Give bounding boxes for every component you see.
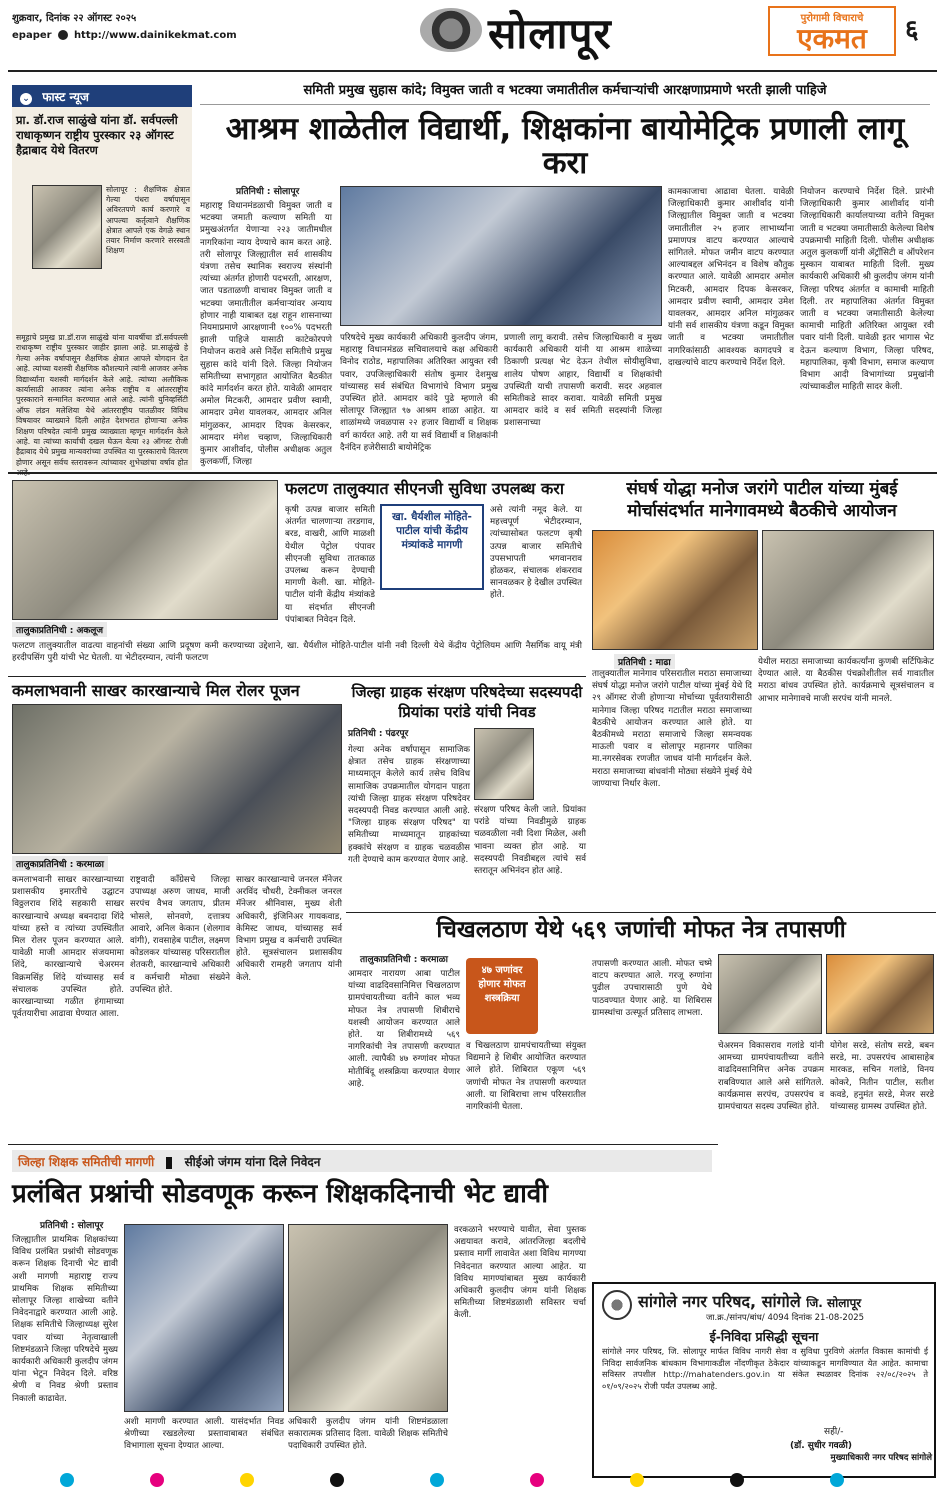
eye-headline: चिखलठाण येथे ५६९ जणांची मोफत नेत्र तपासणी — [436, 917, 846, 943]
teacher-byline: प्रतिनिधी : सोलापूर — [40, 1221, 104, 1231]
eye-badge — [466, 958, 538, 1034]
fast-news-text: समूहाचे प्रमुख प्रा.डॉ.राज साळुंखे यांना यावर्षीचा डॉ.सर्वपल्ली राधाकृष्ण राष्ट्रीय पुरस्कार जाहीर झाला आहे. प्रा.साळुंखे हे गेल्या अनेक वर्षापासून शैक्षणिक क्षेत्रात आपले योगदान देत आहे. त्यांच्या यशस्वी शैक्षणिक कौशल्याने त्यांनी आजवर अनेक विद्यार्थ्यांना यशस्वी मार्गदर्शन केले आहे. त्यांच्या अलौकिक कार्यासाठी आजवर त्यांना अनेक राष्ट्रीय व आंतरराष्ट्रीय पुरस्काराने सन्मानित करण्यात आले आहे. त्यांनी युनिव्हर्सिटी ऑफ लंडन मलेशिया येथे आंतरराष्ट्रीय पातळीवर विविध विषयावर व्याख्याने दिली आहेत देशभरात होणाऱ्या अनेक शिक्षण परिषदेत त्यांनी प्रमुख व्याख्याता म्हणून मार्गदर्शन केले आहे. या त्यांच्या कार्याची दखल घेऊन येत्या २३ ऑगस्ट रोजी हैद्राबाद येथे प्रमुख मान्यवरांच्या उपस्थित या पुरस्काराचे वितरण होणार असून सर्वच स्तरावरून त्यांच्यावर शुभेच्छांचा वर्षाव होत — [16, 333, 188, 467]
fast-news-label: फास्ट न्यूज — [42, 90, 89, 104]
eye-photo-1 — [718, 954, 822, 1034]
lead-col4: कामकाजाचा आढावा घेतला. यावेळी जिल्हाधिकारी कुमार आशीर्वाद यांनी जिल्ह्यातील विमुक्त जाती व भटक्या जमातीतील २५ हजार लाभार्थ्यांना प्रमाणपत्र वाटप करण्यात आल्याचे सांगितले. मोफत जमीन वाटप करण्यात आल्याबद्दल अभिनंदन व विशेष कौतुक करण्यात आले. यावेळी आमदार अमोल मिटकरी, आमदार दिपक केसरकर, आमदार प्रवीण स्वामी, आमदार उमेश यावलकर, आमदार अनिल मांगुळकर यांनी सर्व शासकीय यंत्रणा कडून विमुक्त जाती व भटक्या जमातीतील नागरिकांसाठी आवश्यक कागदपत्रे व दाखल्यांचे वाटप करण्याचे निर्देश दिले. — [668, 187, 794, 368]
teacher-text: जिल्ह्यातील प्राथमिक शिक्षकांच्या विविध प्रलंबित प्रश्नांची सोडवणूक करून शिक्षक दिनाची भेट द्यावी अशी मागणी महाराष्ट्र राज्य प्राथमिक शिक्षक समितीच्या सोलापूर जिल्हा शाखेच्या वतीने निवेदनाद्वारे करण्यात आली आहे. शिक्षक समितीचे जिल्हाध्यक्ष सुरेश पवार यांच्या नेतृत्वाखाली शिष्टमंडळाने जिल्हा परिषदेचे मुख्य कार्यकारी अधिकारी कुलदीप जंगम यांना भेटून निवेदन दिले. वरिष्ठ श्रेणी व निवड श्रेणी प्रस्ताव निकाली काढावेत. — [12, 1235, 118, 1404]
fast-news-dateline: सोलापूर : शैक्षणिक क्षेत्रात गेल्या पंधरा वर्षापासून अविरतपणे कार्य करणारे व आपल्या कर्तृत्वाने शैक्षणिक क्षेत्रात आपले एक वेगळे स्थान तयार निर्माण करणारे सरस्वती शिक्षण — [106, 185, 190, 256]
tender-notice — [592, 1282, 936, 1478]
epaper-url[interactable]: http://www.dainikekmat.com — [73, 30, 237, 41]
fast-news-panel — [12, 85, 192, 470]
teacher-ribbon — [12, 1150, 712, 1172]
cng-text2: असे त्यांनी नमूद केले. या महत्त्वपूर्ण भेटीदरम्यान, त्यांच्यासोबत फलटण कृषी उत्पन्न बाजार समितीचे उपसभापती भगवानराव होळकर, संचालक शंकरराव सानवळकर हे देखील उपस्थित होते. — [490, 505, 583, 601]
notice-signatory: (डॉ. सुधीर गवळी) — [790, 1441, 852, 1451]
section-rule-4 — [8, 1144, 718, 1145]
registration-mark — [240, 1473, 254, 1487]
meeting-photo — [340, 186, 662, 326]
cng-highlight-box — [380, 504, 484, 590]
epaper-text: epaper — [12, 30, 52, 41]
section-rule-2 — [8, 676, 586, 677]
jarange-text2: येथील मराठा समाजाच्या कार्यकर्त्यांना कुणबी सर्टिफिकेट देण्यात आले. या बैठकीस पंचक्रोशीतील सर्व गावातील मराठा बांधव उपस्थित होते. कार्यक्रमाचे सूत्रसंचालन व आभार मानेगावचे माजी सरपंच यांनी मानले. — [758, 657, 934, 704]
notice-district: जि. सोलापूर — [806, 1296, 862, 1310]
notice-subtitle: ई-निविदा प्रसिद्धी सूचना — [709, 1329, 819, 1344]
city-emblem — [420, 8, 482, 52]
portrait-photo — [32, 185, 102, 269]
registration-mark — [830, 1473, 844, 1487]
notice-designation: मुख्याधिकारी नगर परिषद सांगोले — [830, 1453, 932, 1463]
kamal-photo — [12, 704, 342, 854]
masthead-box — [768, 6, 896, 56]
teacher-photo-2 — [288, 1224, 448, 1412]
priyanka-photo — [474, 728, 534, 800]
eye-photo-2 — [826, 954, 934, 1034]
registration-mark — [630, 1473, 644, 1487]
lead-col2: परिषदेचे मुख्य कार्यकारी अधिकारी कुलदीप जंगम, महाराष्ट्र विधानमंडळ सचिवालयाचे कक्ष अधिकारी विनोद राठोड, महापालिका अतिरिक्त आयुक्त रवी पवार, उपजिल्हाधिकारी संतोष कुमार देशमुख यांच्यासह सर्व संबंधित विभागांचे विभाग प्रमुख उपस्थित होते. आमदार कांदे पुढे म्हणाले की सोलापूर जिल्ह्यात ९७ आश्रम शाळा आहेत. या शाळांमध्ये जवळपास २२ हजार विद्यार्थी व शिक्षक वर्ग कार्यरत आहे. तरी या सर्व विद्यार्थी व शिक्षकांनी दैनंदिन हजेरीसाठी बायोमेट्रिक — [340, 333, 498, 453]
teacher-text2: वरकळाने भरण्याचे यावीत, सेवा पुस्तक अद्ययावत करावे, आंतरजिल्हा बदलीचे प्रस्ताव मार्गी लावावेत अशा विविध मागण्या निवेदनात करण्यात आल्या आहेत. या विविध मागण्यांबाबत मुख्य कार्यकारी अधिकारी कुलदीप जंगम यांनी शिक्षक समितीच्या शिष्टमंडळाशी सविस्तर चर्चा केली. — [454, 1225, 586, 1321]
cng-bottom-text: फलटण तालुक्यातील वाढत्या वाहनांची संख्या आणि प्रदूषण कमी करण्याच्या उद्देशाने, खा. धैर्यशील मोहिते-पाटील यांनी नवी दिल्ली येथे केंद्रीय पेट्रोलियम आणि नैसर्गिक वायू मंत्री हरदीपसिंग पुरी यांची भेट घेतली. या भेटीदरम्यान, त्यांनी फलटण — [12, 641, 582, 664]
eye-byline: तालुकाप्रतिनिधी : करमाळा — [360, 955, 448, 965]
eye-text1: आमदार नारायण आबा पाटील यांच्या वाढदिवसानिमित्त चिखलठाण ग्रामपंचायतीच्या वतीने काल भव्य मोफत नेत्र तपासणी शिबीराचे यशस्वी आयोजन करण्यात आले होते. या शिबीरामध्ये ५६९ नागरिकांची नेत्र तपासणी करण्यात आली. त्यापैकी ४७ रुग्णांवर मोफत मोतीबिंदू शस्त्रक्रिया करण्यात येणार आहे. — [348, 969, 460, 1089]
kamal-text3: साखर कारखान्याचे जनरल मॅनेजर अरविंद चौधरी, टेक्नीकल जनरल मॅनेजर श्रीनिवास, मुख्य शेती अधिकारी, इंजिनिअर गायकवाड, केमिस्ट जाधव, यांच्यासह सर्व विभाग प्रमुख व कर्मचारी उपस्थित होते. सूत्रसंचालन प्रशासकीय अधिकारी रामहरी जगताप यांनी केले. — [236, 875, 342, 983]
notice-ref: जा.क्र./सांनप/बांध/ 4094 दिनांक 21-08-2025 — [705, 1313, 865, 1323]
cng-headline: फलटण तालुक्यात सीएनजी सुविधा उपलब्ध करा — [285, 479, 564, 498]
teacher-photo-caption: अशी मागणी करण्यात आली. यासंदर्भात निवड श्रेणीच्या रखडलेल्या प्रस्तावाबाबत संबंधित विभागाला सूचना देण्यात आल्या. — [124, 1417, 284, 1452]
eye-text2: व चिखलठाण ग्रामपंचायतीच्या संयुक्त विद्यमाने हे शिबीर आयोजित करण्यात आले होते. शिबिरात एकूण ५६९ जणांची मोफत नेत्र तपासणी करण्यात आली. या शिबिराचा लाभ परिसरातील नागरिकांनी घेतला. — [466, 1041, 586, 1113]
fast-news-label-bar — [12, 85, 192, 107]
lead-col3: प्रणाली लागू करावी. तसेच जिल्हाधिकारी व मुख्य कार्यकारी अधिकारी यांनी या आश्रम शाळेच्या ठिकाणी प्रत्यक्ष भेट देऊन तेथील सोयीसुविधा, शालेय पोषण आहार, विद्यार्थी व शिक्षकांची उपस्थिती याची तपासणी करावी. सदर अहवाल समितीकडे सादर करावा. यावेळी समिती प्रमुख आमदार कांदे व सर्व समिती सदस्यांनी जिल्हा प्रशासनाच्या — [504, 333, 662, 429]
lead-byline: प्रतिनिधी : सोलापूर — [236, 187, 300, 197]
eye-badge-text: ४७ जणांवर होणार मोफत शस्त्रक्रिया — [478, 965, 526, 1004]
registration-mark — [730, 1473, 744, 1487]
section-rule-3 — [346, 912, 936, 913]
notice-title: सांगोले नगर परिषद, सांगोले — [638, 1292, 801, 1311]
eye-text5: योगेश सरडे, संतोष सरडे, बबन सरडे, मा. उपसरपंच आबासाहेब मारकड, सचिन गलांडे, विनय कोकरे, नितीन पाटील, सतीश कवडे, हनुमंत सरडे, मेजर सरडे यांच्यासह ग्रामस्थ उपस्थित होते. — [830, 1041, 934, 1113]
municipal-seal-icon — [602, 1290, 632, 1320]
kamal-photo-caption: तालुकाप्रतिनिधी : करमाळा — [12, 856, 108, 871]
teacher-ribbon-left: जिल्हा शिक्षक समितीची मागणी — [18, 1155, 155, 1169]
kicker-rule — [200, 104, 930, 105]
kamal-headline: कमलाभवानी साखर कारखान्याचे मिल रोलर पूजन — [12, 681, 300, 700]
masthead-tagline: पुरोगामी विचाराचे — [800, 13, 864, 24]
eye-text3: तपासणी करण्यात आली. मोफत चष्मे वाटप करण्यात आले. गरजू रुग्णांना पुढील उपचारासाठी पुणे येथे पाठवण्यात येणार आहे. या शिबिरास ग्रामस्थांचा उत्स्फूर्त प्रतिसाद लाभला. — [592, 959, 712, 1018]
fast-news-headline: प्रा. डॉ.राज साळुंखे यांना डॉ. सर्वपल्ली राधाकृष्णन राष्ट्रीय पुरस्कार २३ ऑगस्ट हैद्राबाद येथे वितरण — [16, 113, 178, 157]
cng-photo-caption: तालुकाप्रतिनिधी : अकलूज — [12, 622, 107, 637]
ribbon-separator — [166, 1157, 172, 1169]
notice-sign-label: सही/- — [824, 1427, 844, 1437]
cng-photo — [12, 480, 278, 620]
teacher-photo-caption-2: अधिकारी कुलदीप जंगम यांनी शिष्टमंडळाला सकारात्मक प्रतिसाद दिला. यावेळी शिक्षक समितीचे पदाधिकारी उपस्थित होते. — [288, 1417, 448, 1452]
masthead-logo: एकमत — [797, 22, 867, 55]
registration-mark — [60, 1473, 74, 1487]
jarange-photo-1 — [592, 530, 758, 650]
kamal-text2: राष्ट्रवादी काँग्रेसचे जिल्हा उपाध्यक्ष अरुण जाधव, माजी सरपंच वैभव जगताप, प्रीतम भोसले, सोनवणे, दत्तात्रय आवारे, अनिल केकान (शेलगाव वांगी), रावसाहेब पाटील, लक्ष्मण कोडलकर यांच्यासह परिसरातील शेतकरी, कारखान्याचे अधिकारी व कर्मचारी मोठ्या संख्येने उपस्थित होते. — [130, 875, 230, 995]
eye-text2b — [544, 958, 586, 1036]
registration-mark — [150, 1473, 164, 1487]
priyanka-byline: प्रतिनिधी : पंढरपूर — [348, 729, 409, 739]
issue-date: शुक्रवार, दिनांक २२ ऑगस्ट २०२५ — [12, 13, 137, 24]
teacher-photo-1 — [124, 1224, 284, 1412]
jarange-headline: संघर्ष योद्धा मनोज जरांगे पाटील यांच्या मुंबई मोर्चासंदर्भात मानेगावमध्ये बैठकीचे आयोजन — [626, 479, 898, 521]
priyanka-headline: जिल्हा ग्राहक संरक्षण परिषदेच्या सदस्यपदी प्रियांका परांडे यांची निवड — [351, 683, 583, 721]
lead-col5: नियोजन करण्याचे निर्देश दिले. प्रारंभी जिल्हाधिकारी कुमार आशीर्वाद यांनी जिल्हाधिकारी कार्यालयाच्या वतीने विमुक्त जाती व भटक्या जमातीसाठी केलेल्या विशेष उपक्रमाची माहिती दिली. पोलीस अधीक्षक अतुल कुलकर्णी यांनी ॲट्रॉसिटी व ऑपरेशन मुस्कान याबाबत माहिती दिली. मुख्य कार्यकारी अधिकारी श्री कुलदीप जंगम यांनी जिल्हा परिषद अंतर्गत व कामाची माहिती दिली. तर महापालिका अंतर्गत विमुक्त जाती व भटक्या जमातीसाठी केलेल्या कामाची माहिती अतिरिक्त आयुक्त रवी पवार यांनी दिली. यावेळी इतर भागास भेट देऊन कल्याण विभाग, जिल्हा परिषद, महापालिका, कृषी विभाग, समाज कल्याण विभाग आदी विभागांच्या प्रमुखांनी त्यांच्याकडील माहिती सादर केली. — [800, 187, 934, 393]
page-number: ६ — [905, 15, 919, 45]
epaper-label — [12, 30, 237, 41]
teacher-ribbon-right: सीईओ जंगम यांना दिले निवेदन — [184, 1155, 321, 1169]
registration-mark — [530, 1473, 544, 1487]
registration-mark — [430, 1473, 444, 1487]
lead-kicker: समिती प्रमुख सुहास कांदे; विमुक्त जाती व भटक्या जमातीतील कर्मचाऱ्यांची आरक्षणाप्रमाणे भरती झाली पाहिजे — [303, 83, 827, 98]
priyanka-text2: संरक्षण परिषद केली जाते. प्रियांका परांडे यांच्या निवडीमुळे ग्राहक चळवळीला नवी दिशा मिळेल, अशी भावना व्यक्त होत आहे. या सदस्यपदी निवडीबद्दल त्यांचे सर्व स्तरातून अभिनंदन होत आहे. — [474, 805, 586, 877]
lead-headline: आश्रम शाळेतील विद्यार्थी, शिक्षकांना बायोमेट्रिक प्रणाली लागू करा — [225, 111, 905, 182]
jarange-byline: प्रतिनिधी : माढा — [614, 654, 675, 669]
city-title: सोलापूर — [488, 9, 612, 58]
lead-col1: महाराष्ट्र विधानमंडळाची विमुक्त जाती व भटक्या जमाती कल्याण समिती या प्रमुखअंतर्गत येणाऱ्या २२३ जातीमधील नागरिकांना न्याय देण्याचे काम करत आहे. तरी सोलापूर जिल्ह्यातील सर्व शासकीय यंत्रणा तसेच स्थानिक स्वराज्य संस्थांनी त्यांच्या अंतर्गत होणारी पदभरती, आरक्षण, जात पडताळणी वाचावर विमुक्त जाती व भटक्या जमातीतील कर्मचाऱ्यांवर अन्याय होणार नाही याबाबत दक्ष राहून शासनाच्या नियमाप्रमाणे आरक्षणानी १००% पदभरती झाली पाहिजे यासाठी काटेकोरपणे नियोजन करावे असे निर्देश समितीचे प्रमुख सुहास कांदे यांनी दिले. जिल्हा नियोजन समितीच्या सभागृहात आयोजित बैठकीत कांदे मार्गदर्शन करत होते. यावेळी आमदार अमोल मिटकरी, आमदार प्रवीण स्वामी, आमदार उमेश यावलकर, आमदार अनिल मांगुळकर, आमदार दिपक केसरकर, आमदार मंगेश चव्हाण, जिल्हाधिकारी कुमार आशीर्वाद, पोलीस अधीक्षक अतुल कुलकर्णी, जिल्हा — [200, 201, 332, 468]
page-header — [0, 0, 945, 72]
jarange-photo-2 — [762, 530, 934, 650]
cng-highlight: खा. धैर्यशील मोहिते-पाटील यांची केंद्रीय मंत्र्यांकडे मागणी — [392, 511, 472, 551]
eye-text4: चेअरमन विकासराव गलांडे यांनी आमच्या ग्रामपंचायतीच्या वतीने वाढदिवसानिमित्त अनेक उपक्रम राबविण्यात आले असे सांगितले. कार्यक्रमास सरपंच, उपसरपंच व ग्रामपंचायत सदस्य उपस्थित होते. — [718, 1041, 824, 1113]
globe-icon — [58, 30, 68, 40]
section-rule-1 — [8, 472, 937, 474]
teacher-headline: प्रलंबित प्रश्नांची सोडवणूक करून शिक्षकदिनाची भेट द्यावी — [12, 1179, 548, 1209]
priyanka-text: गेल्या अनेक वर्षांपासून सामाजिक क्षेत्रात तसेच ग्राहक संरक्षणाच्या माध्यमातून केलेले कार्य तसेच विविध सामाजिक उपक्रमातील योगदान पाहता त्यांची जिल्हा ग्राहक संरक्षण परिषदेवर सदस्यपदी निवड करण्यात आली आहे. "जिल्हा ग्राहक संरक्षण परिषद" या समितीच्या माध्यमातून ग्राहकांच्या हक्कांचे संरक्षण व ग्राहक चळवळीस गती देण्याचे काम करण्यात येणार आहे. — [348, 745, 470, 865]
chevron-down-icon: ⌄ — [20, 93, 32, 105]
kamal-text1: कमलाभवानी साखर कारखान्याच्या प्रशासकीय इमारतीचे उद्घाटन विठ्ठलराव शिंदे सहकारी साखर कारखान्याचे अध्यक्ष बबनदादा शिंदे यांच्या हस्ते व त्यांच्या उपस्थितीत मिल रोलर पूजन करण्यात आले. यावेळी माजी आमदार संजयमामा शिंदे, कारखान्याचे चेअरमन विक्रमसिंह शिंदे यांच्यासह सर्व संचालक उपस्थित होते. कारखान्याच्या गळीत हंगामाच्या पूर्वतयारीचा आढावा घेण्यात आला. — [12, 875, 124, 1020]
jarange-text: तालुक्यातील मानेगाव परिसरातील मराठा समाजाच्या संघर्ष योद्धा मनोज जरांगे पाटील यांच्या मुंबई येथे दि २९ ऑगस्ट रोजी होणाऱ्या मोर्चाच्या पूर्वतयारीसाठी मानेगाव जिल्हा परिषद गटातील मराठा समाजाच्या बैठकीचे आयोजन करण्यात आले होते. या बैठकीमध्ये मराठा समाजाचे जिल्हा समन्वयक माऊली पवार व सोलापूर महानगर पालिका मा.नगरसेवक रणजीत जाधव यांनी मार्गदर्शन केले. मराठा समाजाच्या बांधवांनी मोठ्या संख्येने मुंबई येथे जाण्याचा निर्धार केला. — [592, 669, 752, 789]
notice-text: सांगोले नगर परिषद, जि. सोलापूर मार्फत विविध नागरी सेवा व सुविधा पुरविणे अंतर्गत विकास कामांची ई निविदा सार्वजनिक बांधकाम विभागाकडील नोंदणीकृत ठेकेदार यांच्याकडून मागविण्यात येत आहेत. कामाचा सविस्तर तपशील http://mahatenders.gov.in या संकेत स्थळावर दिनांक २२/०८/२०२५ ते ०१/०९/२०२५ रोजी पर्यंत उपलब्ध आहे. — [602, 1346, 928, 1391]
notice-title-line — [638, 1290, 932, 1312]
header-rule — [8, 70, 937, 72]
registration-mark — [330, 1473, 344, 1487]
cng-text1: कृषी उत्पन्न बाजार समिती अंतर्गत चालणाऱ्या तरडगाव, बरड, वाखरी, आणि माळशी येथील पेट्रोल पंपावर सीएनजी सुविधा तातकाळ उपलब्ध करून देण्याची मागणी केली. खा. मोहिते-पाटील यांनी केंद्रीय मंत्र्यांकडे या संदर्भात सीएनजी पंपांबाबत निवेदन दिले. — [285, 505, 375, 625]
